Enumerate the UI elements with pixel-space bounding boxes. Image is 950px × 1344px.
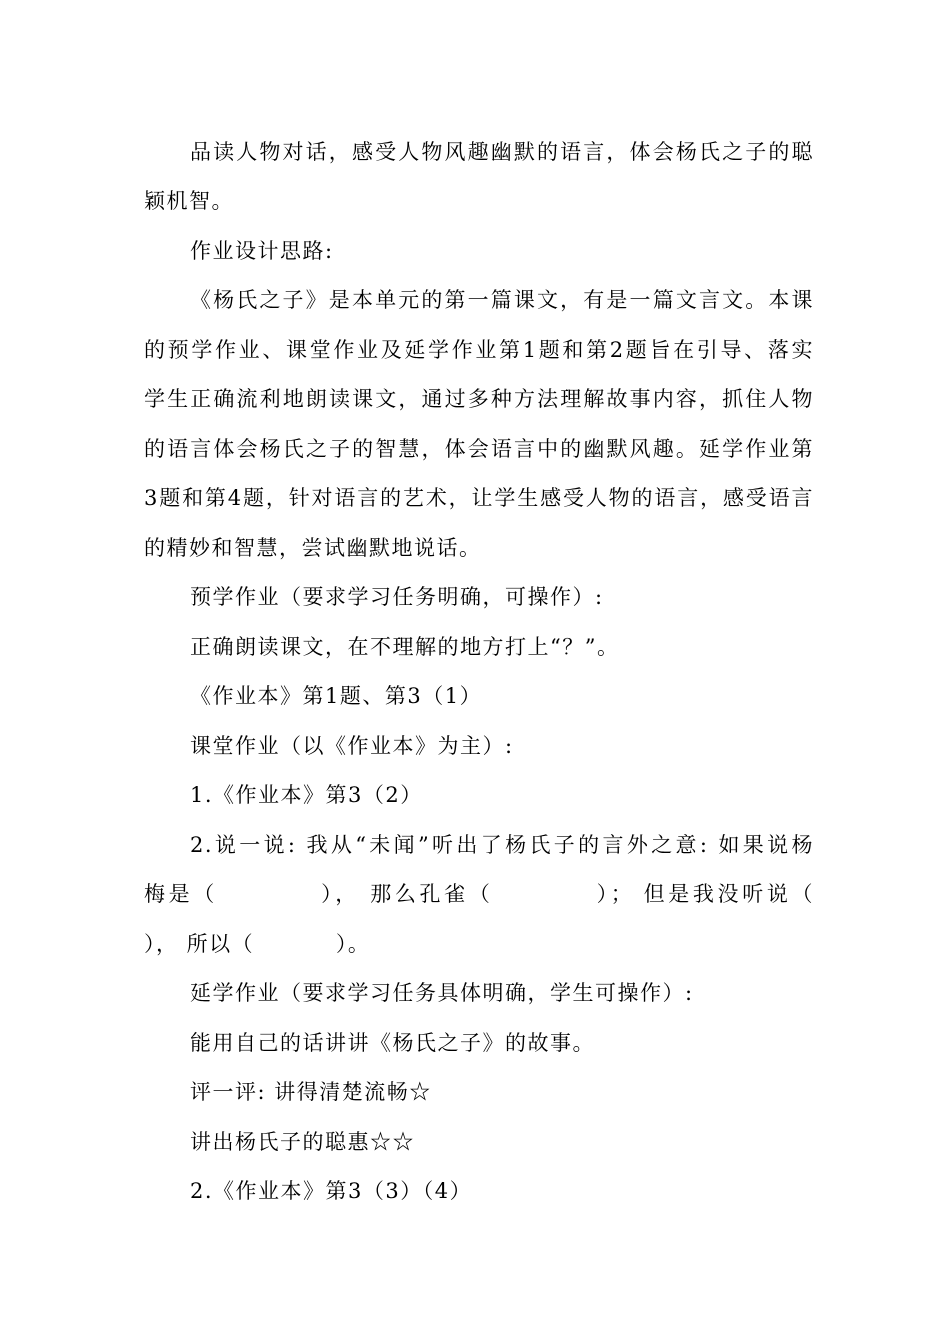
- list-item: 1.《作业本》第3（2）: [190, 783, 423, 807]
- paragraph-line: 品读人物对话，感受人物风趣幽默的语言，体会杨氏之子的聪: [190, 140, 814, 164]
- paragraph-line: ）， 所以（ ）。: [144, 932, 371, 956]
- paragraph-line: 正确朗读课文，在不理解的地方打上“？”。: [190, 635, 620, 659]
- paragraph-line: 的语言体会杨氏之子的智慧，体会语言中的幽默风趣。延学作业第: [144, 437, 814, 461]
- section-heading: 预学作业（要求学习任务明确，可操作）:: [190, 585, 604, 609]
- paragraph-line: 的预学作业、课堂作业及延学作业第1题和第2题旨在引导、落实: [144, 338, 814, 362]
- paragraph-line: 讲出杨氏子的聪惠☆☆: [190, 1130, 415, 1154]
- section-heading: 课堂作业（以《作业本》为主）:: [190, 734, 514, 758]
- paragraph-line: 《作业本》第1题、第3（1）: [190, 684, 483, 708]
- section-heading: 延学作业（要求学习任务具体明确，学生可操作）:: [190, 981, 694, 1005]
- paragraph-line: 颖机智。: [144, 189, 234, 213]
- section-heading: 作业设计思路:: [190, 239, 334, 263]
- paragraph-line: 能用自己的话讲讲《杨氏之子》的故事。: [190, 1031, 595, 1055]
- paragraph-line: 的精妙和智慧，尝试幽默地说话。: [144, 536, 482, 560]
- paragraph-line: 《杨氏之子》是本单元的第一篇课文，有是一篇文言文。本课: [190, 288, 814, 312]
- paragraph-line: 3题和第4题，针对语言的艺术，让学生感受人物的语言，感受语言: [144, 486, 814, 510]
- paragraph-line: 学生正确流利地朗读课文，通过多种方法理解故事内容，抓住人物: [144, 387, 814, 411]
- paragraph-line: 梅是（ ）， 那么孔雀（ ）； 但是我没听说（: [144, 882, 814, 906]
- list-item: 2.《作业本》第3（3）（4）: [190, 1179, 473, 1203]
- paragraph-line: 评一评: 讲得清楚流畅☆: [190, 1080, 432, 1104]
- list-item: 2.说一说: 我从“未闻”听出了杨氏子的言外之意: 如果说杨: [190, 833, 814, 857]
